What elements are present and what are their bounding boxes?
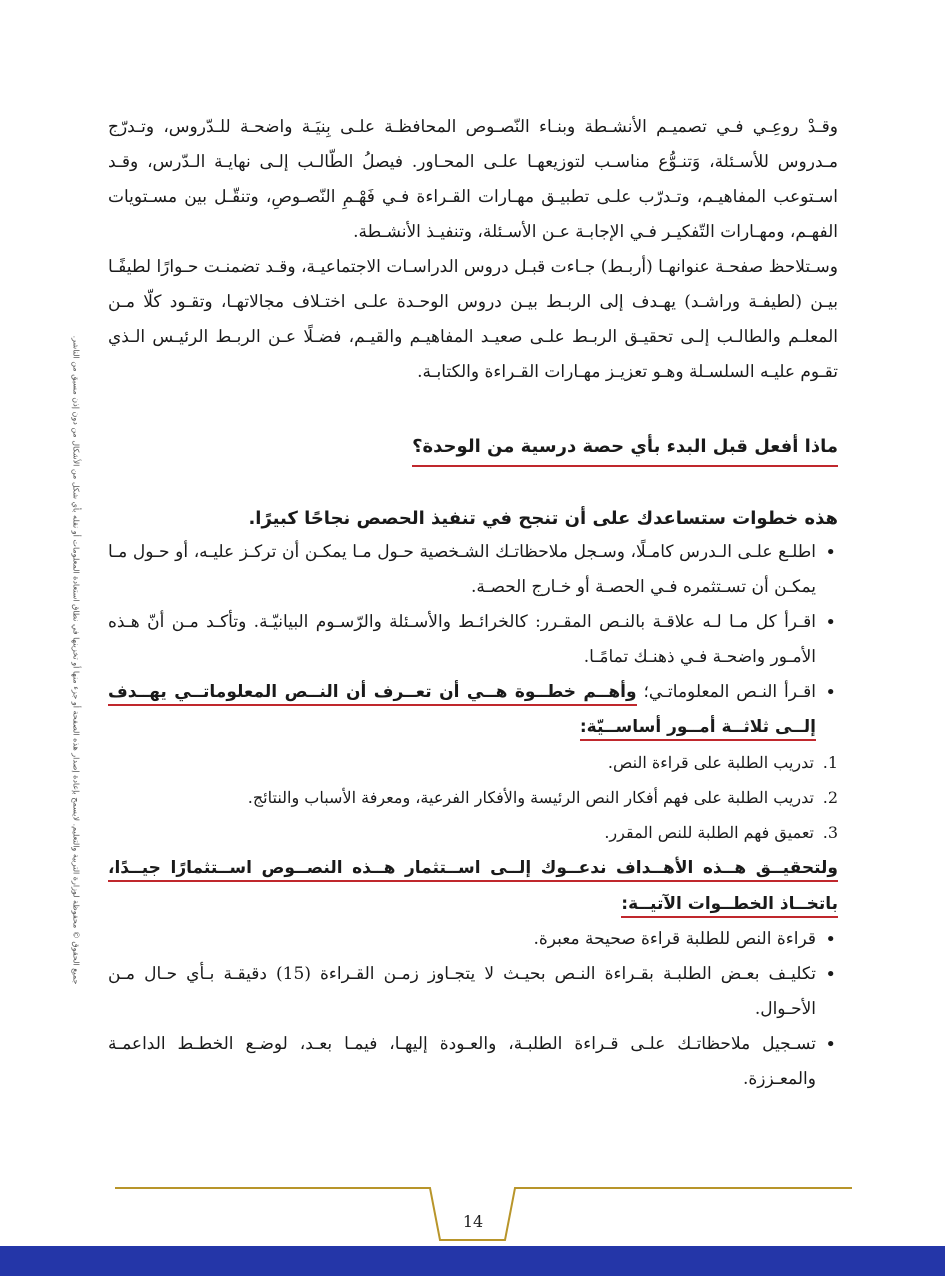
item-text: تدريب الطلبة على فهم أفكار النص الرئيسة والأفكار الفرعية، ومعرفة الأسباب والنتائج. <box>247 788 814 807</box>
steps-list <box>108 535 838 745</box>
list-item <box>108 675 838 745</box>
copyright-text: جميع الحقوق © محفوظة لوزارة التربية والتعليم. لايسمح بإعادة إصدار هذه الصفحة أو جزء منها أو تخزينها في نطاق استعادة المعلومات أو نقله بأي شكل من الأشكال من دون إذن مسبق من الناشر. <box>71 335 81 985</box>
list-item: • اقـرأ كل مـا لـه علاقـة بالنـص المقـرر: كالخرائـط والأسـئلة والرّسـوم البيانيّـة. وتأكـد مـن أنّ هـذه الأمـور واضحـة فـي ذهنـك تمامًـا. <box>108 605 838 675</box>
page-content <box>108 110 838 1097</box>
list-item: • تسـجيل ملاحظاتـك علـى قـراءة الطلبـة، والعـودة إليهـا، فيمـا بعـد، لوضـع الخطـط الداعمـة والمعـززة. <box>108 1027 838 1097</box>
bullet-bold-text: وأهــم خطــوة هــي أن تعــرف أن النــص المعلوماتــي يهــدف إلــى ثلاثــة أمــور أساســيّة: <box>108 682 816 741</box>
section-heading-box <box>108 430 838 467</box>
emphasis-block <box>108 850 838 922</box>
intro-paragraph: وقـدْ روعِـي فـي تصميـم الأنشـطة وبنـاء النّصـوص المحافظـة علـى بِنيَـة واضحـة للـدّروس، وتـدرّج مـدروس للأسـئلة، وَتنـوُّع مناسـب لتوزيعهـا علـى المحـاور. فيصلُ الطّالـب إلـى نهايـة الـدّرس، وقـد اسـتوعب المفاهيـم، وتـدرّب علـى تطبيـق مهـارات القـراءة فـي فَهْـمِ النّصـوصِ، وتنقّـل بين مسـتويات الفهـم، ومهـارات التّفكيـر فـي الإجابـة عـن الأسـئلة، وتنفيـذ الأنشـطة. <box>108 117 838 242</box>
copyright-sidebar <box>56 300 96 1020</box>
list-item: • تكليـف بعـض الطلبـة بقـراءة النـص بحيـث لا يتجـاوز زمـن القـراءة (15) دقيقـة بـأي حـال مـن الأحـوال. <box>108 957 838 1027</box>
item-text: تدريب الطلبة على قراءة النص. <box>607 753 814 772</box>
numbered-item <box>108 780 838 815</box>
item-number: 1. <box>822 753 838 772</box>
item-text: تعميق فهم الطلبة للنص المقرر. <box>604 823 814 842</box>
numbered-item <box>108 815 838 850</box>
page-number: 14 <box>462 1212 484 1231</box>
emphasis-text: ولتحقيــق هــذه الأهــداف ندعــوك إلــى اســتثمار هــذه النصــوص اســتثمارًا جيــدًا، باتخــاذ الخطــوات الآتيــة: <box>108 858 838 918</box>
item-number: 3. <box>822 823 838 842</box>
item-number: 2. <box>822 788 838 807</box>
steps-subtitle: هذه خطوات ستساعدك على أن تنجح في تنفيذ الحصص نجاحًا كبيرًا. <box>248 508 838 529</box>
list-item: • اطلـع علـى الـدرس كامـلًا، وسـجل ملاحظاتـك الشـخصية حـول مـا يمكـن أن تركـز عليـه، أو حـول مـا يمكـن أن تسـتثمره فـي الحصـة أو خـارج الحصـة. <box>108 535 838 605</box>
goals-list <box>108 745 838 850</box>
section-heading: ماذا أفعل قبل البدء بأي حصة درسية من الوحدة؟ <box>412 432 838 467</box>
second-paragraph: وسـتلاحظ صفحـة عنوانهـا (أربـط) جـاءت قبـل دروس الدراسـات الاجتماعيـة، وقـد تضمنـت حـوارًا لطيفًـا بيـن (لطيفـة وراشـد) يهـدف إلى الربـط بيـن دروس الوحـدة علـى اختـلاف مجالاتهـا، وتقـود كلّا مـن المعلـم والطالـب إلـى تحقيـق الربـط علـى صعيـد المفاهيـم والقيـم، فضـلًا عـن الربـط الرئيـس الـذي تقـوم عليـه السلسـلة وهـو تعزيـز مهـارات القـراءة والكتابـة. <box>108 257 838 382</box>
numbered-item <box>108 745 838 780</box>
bottom-blue-band <box>0 1246 945 1276</box>
bullet-plain-text: اقـرأ النـص المعلوماتـي؛ <box>636 682 816 702</box>
actions-list <box>108 922 838 1097</box>
list-item: • قراءة النص للطلبة قراءة صحيحة معبرة. <box>108 922 838 957</box>
